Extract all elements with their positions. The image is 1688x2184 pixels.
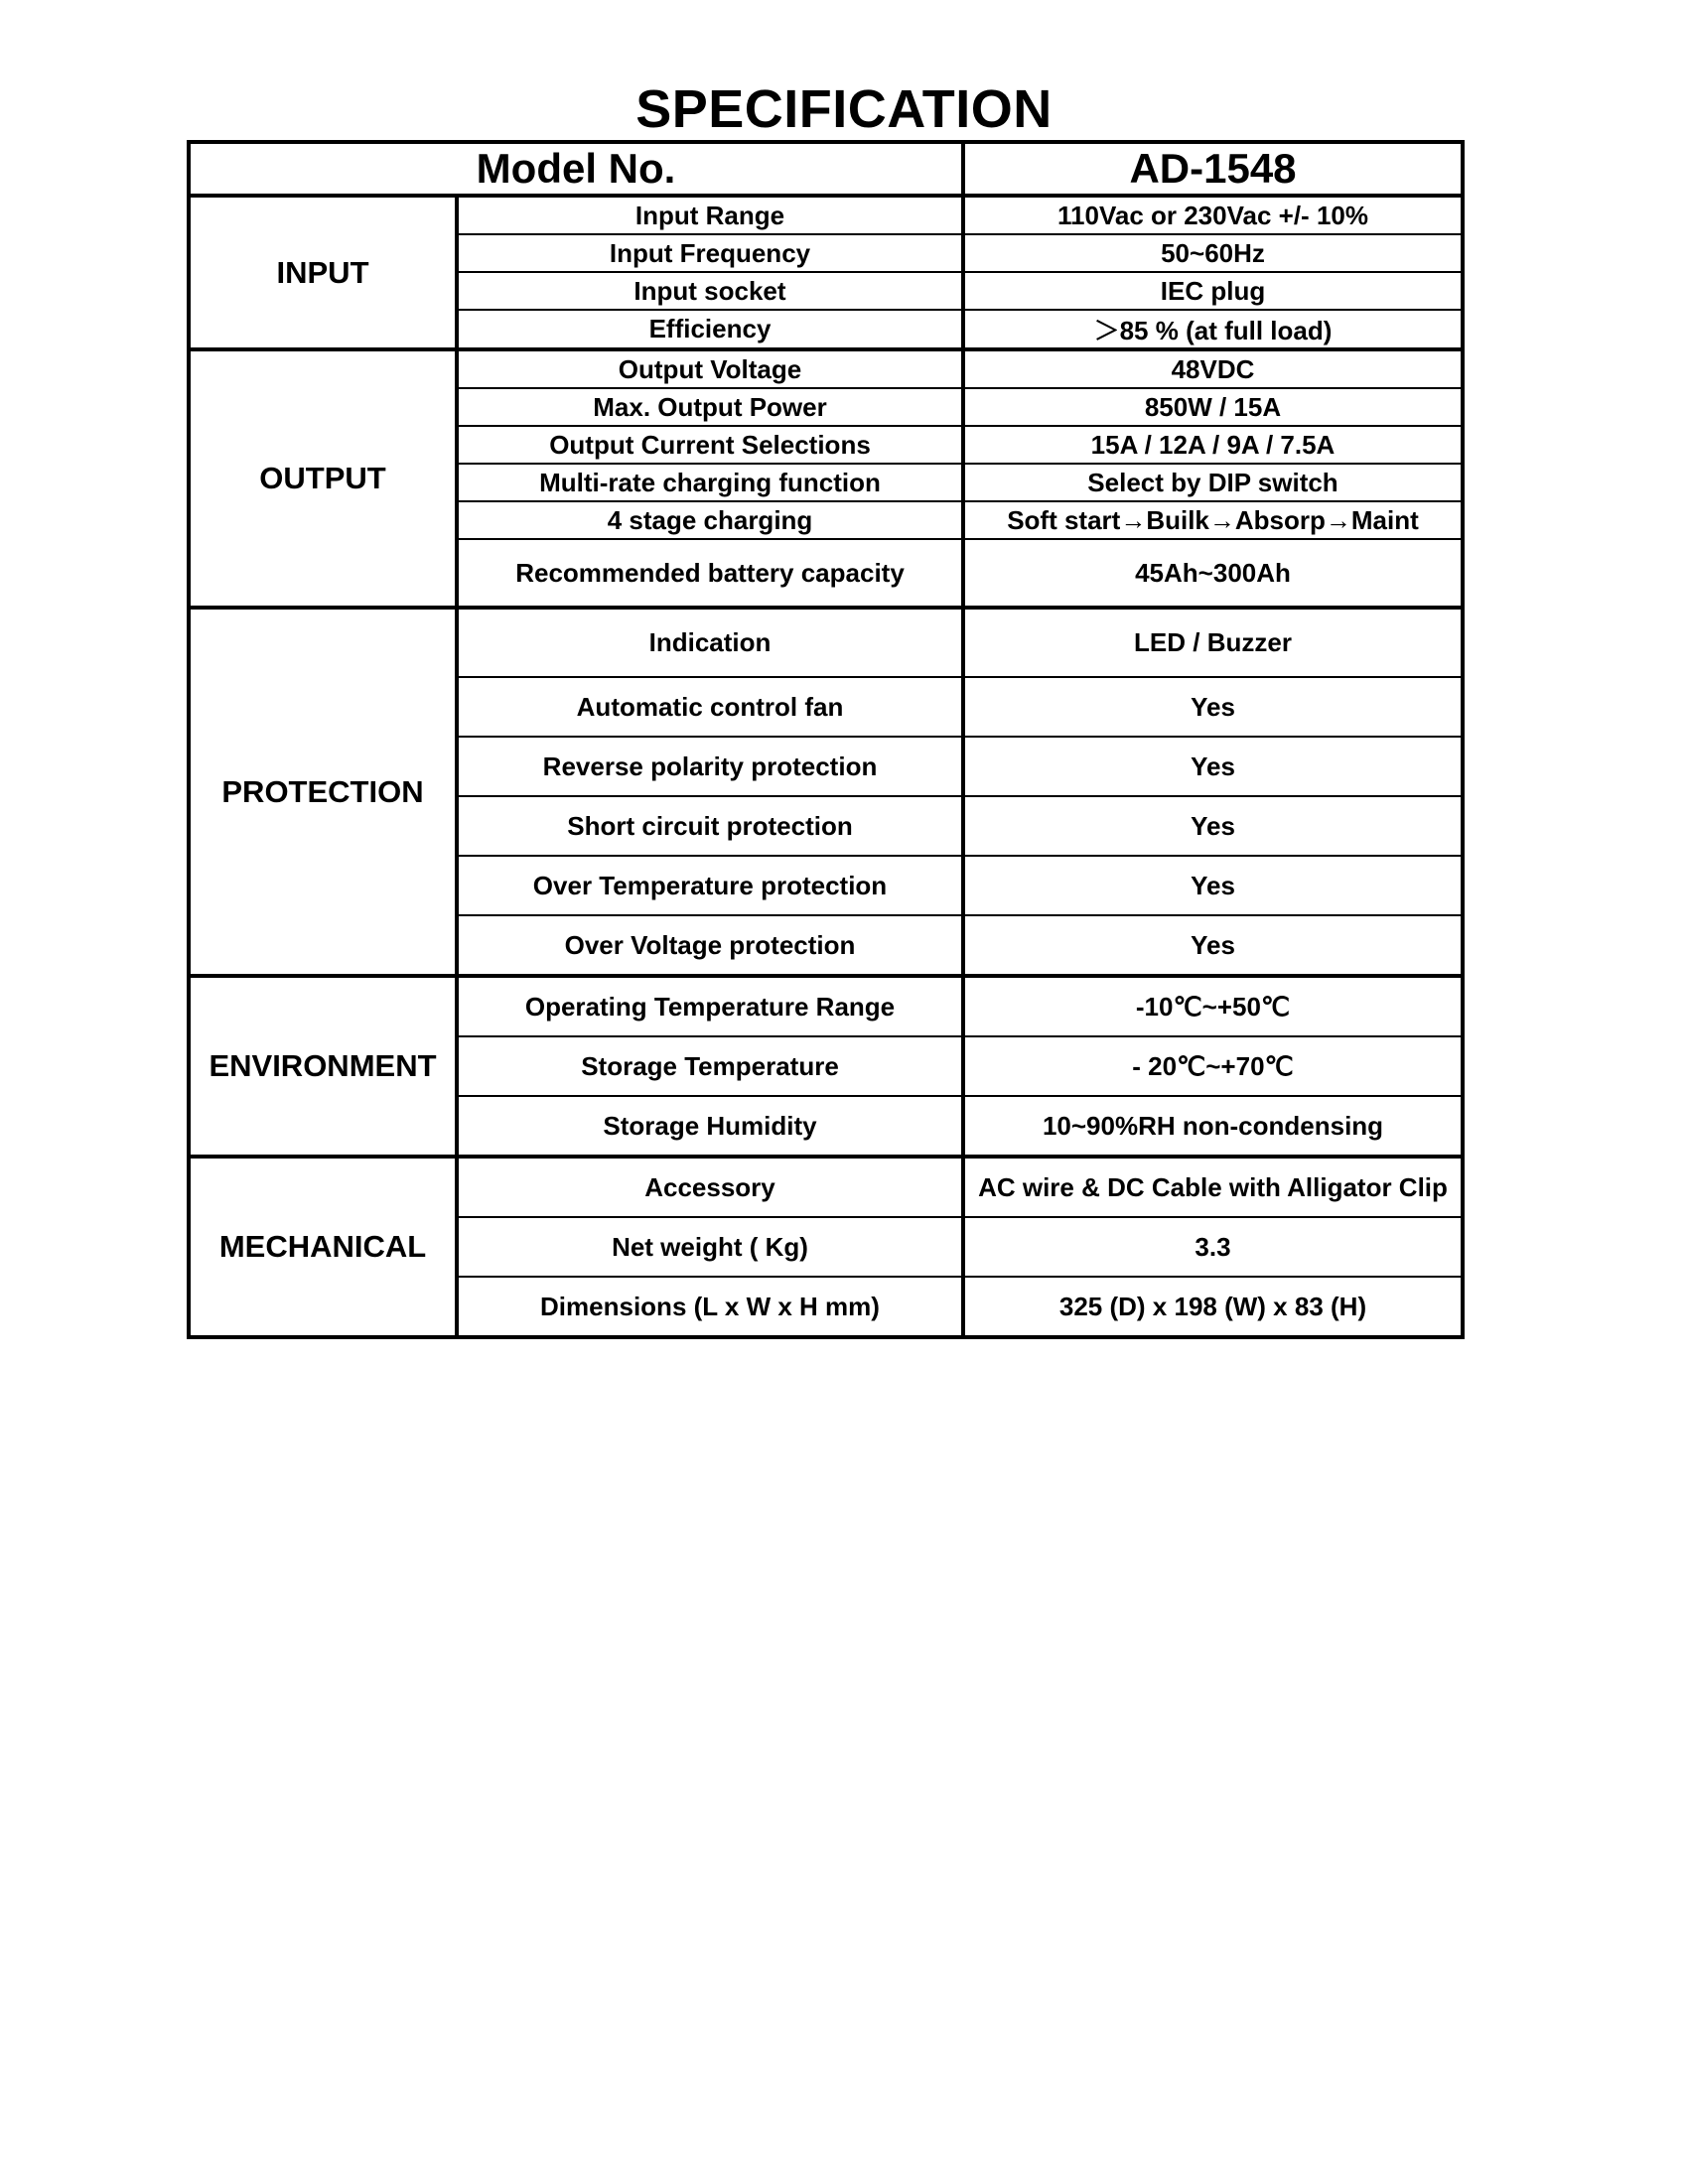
- value-cell: Select by DIP switch: [963, 464, 1463, 501]
- specification-table: [187, 140, 1465, 1339]
- param-cell: Input socket: [457, 272, 963, 310]
- value-cell: Yes: [963, 915, 1463, 976]
- param-cell: Output Voltage: [457, 349, 963, 388]
- value-cell: ＞85 % (at full load): [963, 310, 1463, 349]
- value-cell: 15A / 12A / 9A / 7.5A: [963, 426, 1463, 464]
- value-cell: AC wire & DC Cable with Alligator Clip: [963, 1157, 1463, 1217]
- table-row: [189, 196, 1463, 234]
- model-label: Model No.: [189, 142, 963, 196]
- param-cell: Recommended battery capacity: [457, 539, 963, 608]
- param-cell: Over Voltage protection: [457, 915, 963, 976]
- value-cell: 3.3: [963, 1217, 1463, 1277]
- value-cell: 110Vac or 230Vac +/- 10%: [963, 196, 1463, 234]
- param-cell: Indication: [457, 608, 963, 677]
- param-cell: Short circuit protection: [457, 796, 963, 856]
- param-cell: Operating Temperature Range: [457, 976, 963, 1036]
- table-header-row: [189, 142, 1463, 196]
- value-cell: 50~60Hz: [963, 234, 1463, 272]
- table-row: [189, 976, 1463, 1036]
- section-label-input: INPUT: [189, 196, 457, 349]
- table-row: [189, 608, 1463, 677]
- param-cell: Multi-rate charging function: [457, 464, 963, 501]
- section-label-mechanical: MECHANICAL: [189, 1157, 457, 1337]
- model-value: AD-1548: [963, 142, 1463, 196]
- param-cell: 4 stage charging: [457, 501, 963, 539]
- value-cell: 325 (D) x 198 (W) x 83 (H): [963, 1277, 1463, 1337]
- value-cell: 48VDC: [963, 349, 1463, 388]
- param-cell: Storage Humidity: [457, 1096, 963, 1157]
- section-label-environment: ENVIRONMENT: [189, 976, 457, 1157]
- value-cell: IEC plug: [963, 272, 1463, 310]
- param-cell: Automatic control fan: [457, 677, 963, 737]
- value-cell: Yes: [963, 856, 1463, 915]
- value-cell: 850W / 15A: [963, 388, 1463, 426]
- param-cell: Efficiency: [457, 310, 963, 349]
- param-cell: Accessory: [457, 1157, 963, 1217]
- value-cell: Yes: [963, 737, 1463, 796]
- param-cell: Input Range: [457, 196, 963, 234]
- value-cell: LED / Buzzer: [963, 608, 1463, 677]
- value-cell: Soft start→Builk→Absorp→Maint: [963, 501, 1463, 539]
- table-row: [189, 1157, 1463, 1217]
- value-cell: Yes: [963, 677, 1463, 737]
- value-cell: 10~90%RH non-condensing: [963, 1096, 1463, 1157]
- param-cell: Net weight ( Kg): [457, 1217, 963, 1277]
- param-cell: Input Frequency: [457, 234, 963, 272]
- table-row: [189, 349, 1463, 388]
- section-label-output: OUTPUT: [189, 349, 457, 608]
- section-label-protection: PROTECTION: [189, 608, 457, 976]
- param-cell: Over Temperature protection: [457, 856, 963, 915]
- param-cell: Max. Output Power: [457, 388, 963, 426]
- value-cell: Yes: [963, 796, 1463, 856]
- value-cell: 45Ah~300Ah: [963, 539, 1463, 608]
- param-cell: Output Current Selections: [457, 426, 963, 464]
- param-cell: Dimensions (L x W x H mm): [457, 1277, 963, 1337]
- value-cell: - 20℃~+70℃: [963, 1036, 1463, 1096]
- page-title: SPECIFICATION: [635, 79, 1053, 139]
- value-cell: -10℃~+50℃: [963, 976, 1463, 1036]
- param-cell: Reverse polarity protection: [457, 737, 963, 796]
- param-cell: Storage Temperature: [457, 1036, 963, 1096]
